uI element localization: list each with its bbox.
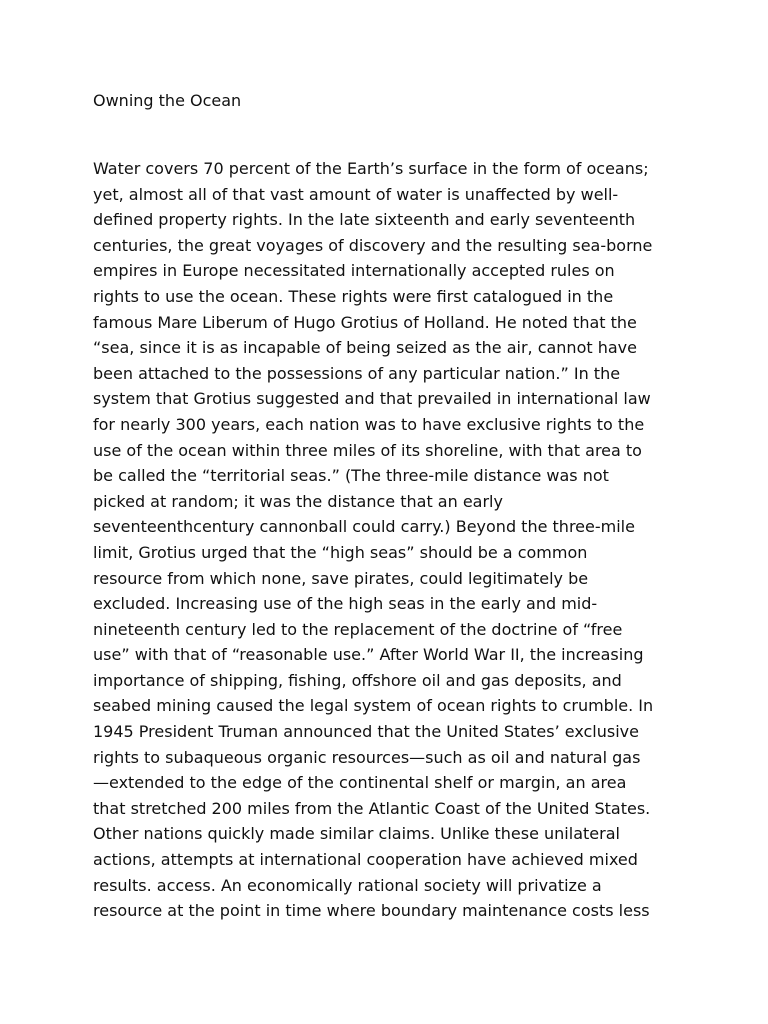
body-line: excluded. Increasing use of the high seas in the early and mid- (93, 594, 598, 614)
body-line: rights to subaqueous organic resources—such as oil and natural gas (93, 747, 641, 767)
body-line: yet, almost all of that vast amount of water is unaffected by well- (93, 184, 619, 204)
body-line: nineteenth century led to the replacement of the doctrine of “free (93, 619, 623, 639)
body-line: been attached to the possessions of any particular nation.” In the (93, 363, 621, 383)
body-line: be called the “territorial seas.” (The three-mile distance was not (93, 466, 609, 486)
body-line: empires in Europe necessitated internationally accepted rules on (93, 261, 615, 281)
body-line: —extended to the edge of the continental shelf or margin, an area (93, 773, 627, 793)
body-line: actions, attempts at international cooperation have achieved mixed (93, 850, 638, 870)
body-line: resource at the point in time where boundary maintenance costs less (93, 901, 650, 921)
body-line: for nearly 300 years, each nation was to have exclusive rights to the (93, 414, 645, 434)
body-line: Other nations quickly made similar claims. Unlike these unilateral (93, 824, 620, 844)
body-line: defined property rights. In the late sixteenth and early seventeenth (93, 210, 636, 230)
body-line: system that Grotius suggested and that prevailed in international law (93, 389, 651, 409)
document-body (93, 156, 653, 924)
body-line: resource from which none, save pirates, could legitimately be (93, 568, 589, 588)
body-line: picked at random; it was the distance that an early (93, 491, 503, 511)
body-line: Water covers 70 percent of the Earth’s surface in the form of oceans; (93, 159, 649, 178)
document-title: Owning the Ocean (93, 91, 242, 110)
body-line: seabed mining caused the legal system of ocean rights to crumble. In (93, 696, 654, 716)
body-line: seventeenthcentury cannonball could carry.) Beyond the three-mile (93, 517, 635, 537)
body-line: “sea, since it is as incapable of being seized as the air, cannot have (93, 338, 637, 358)
body-line: centuries, the great voyages of discovery and the resulting sea-borne (93, 235, 653, 255)
body-line: use” with that of “reasonable use.” After World War II, the increasing (93, 645, 644, 665)
body-line: limit, Grotius urged that the “high seas” should be a common (93, 542, 588, 562)
body-line: use of the ocean within three miles of its shoreline, with that area to (93, 440, 642, 460)
body-line: famous Mare Liberum of Hugo Grotius of Holland. He noted that the (93, 312, 637, 332)
body-line: importance of shipping, fishing, offshore oil and gas deposits, and (93, 670, 622, 690)
body-line: rights to use the ocean. These rights were first catalogued in the (93, 286, 614, 306)
body-line: results. access. An economically rational society will privatize a (93, 875, 602, 895)
body-line: that stretched 200 miles from the Atlantic Coast of the United States. (93, 798, 651, 818)
body-line: 1945 President Truman announced that the United States’ exclusive (93, 722, 639, 742)
